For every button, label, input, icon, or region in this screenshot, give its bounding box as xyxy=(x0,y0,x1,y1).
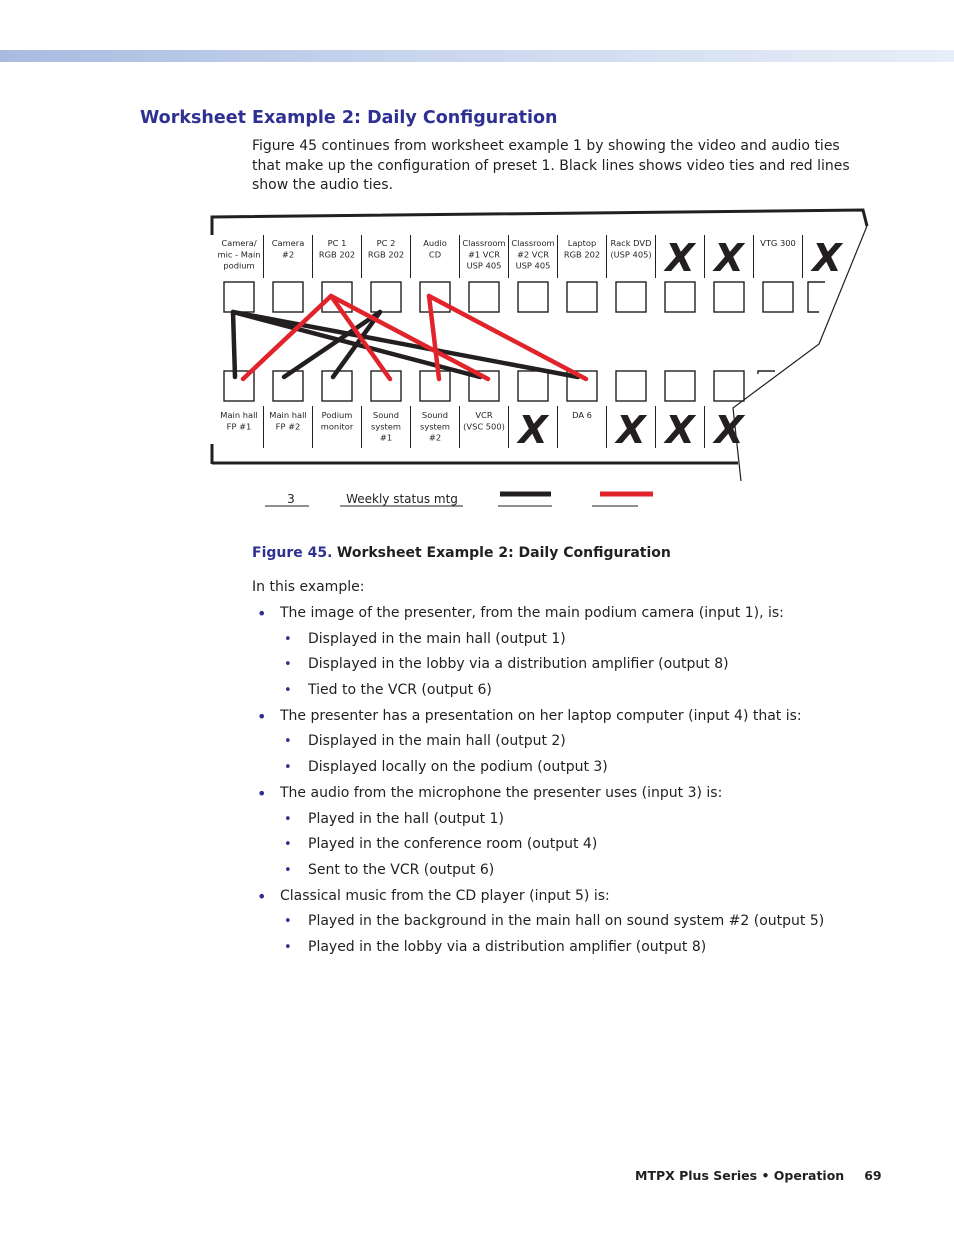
output-label: #2 xyxy=(428,432,442,443)
audio-tie-line xyxy=(429,296,586,379)
sub-bullet-item: • Tied to the VCR (output 6) xyxy=(308,682,492,698)
output-label: #1 xyxy=(379,432,393,443)
page-number: 69 xyxy=(864,1168,882,1183)
preset-name: Weekly status mtg xyxy=(346,492,458,506)
input-box xyxy=(665,282,695,312)
unused-input-x-mark: X xyxy=(665,236,695,280)
bullet-item: • The audio from the microphone the presenter uses (input 3) is: xyxy=(280,785,722,801)
audio-tie-line xyxy=(331,296,488,379)
input-label: Classroom xyxy=(462,238,506,248)
input-label: PC 1 xyxy=(327,238,347,248)
input-label: podium xyxy=(223,260,255,271)
input-label: Rack DVD xyxy=(610,238,652,248)
input-label: #1 VCR xyxy=(467,249,501,260)
video-tie-line xyxy=(233,312,578,377)
input-label: Laptop xyxy=(567,238,597,248)
input-label: #2 xyxy=(281,249,295,260)
input-box-partial xyxy=(808,282,825,312)
input-box xyxy=(763,282,793,312)
output-label: Main hall xyxy=(220,410,258,420)
worksheet-figure xyxy=(205,198,885,528)
input-box xyxy=(469,282,499,312)
output-label: Main hall xyxy=(269,410,307,420)
input-label: Camera xyxy=(271,238,305,248)
section-heading: Worksheet Example 2: Daily Configuration xyxy=(140,108,558,128)
header-bar xyxy=(0,50,954,62)
bullet-item: • The image of the presenter, from the main podium camera (input 1), is: xyxy=(280,605,784,621)
figure-caption xyxy=(252,545,671,561)
input-label: PC 2 xyxy=(376,238,396,248)
output-label: Podium xyxy=(321,410,353,420)
sub-bullet-item: • Sent to the VCR (output 6) xyxy=(308,862,494,878)
audio-tie-line xyxy=(243,296,331,379)
bullet-item: • The presenter has a presentation on her laptop computer (input 4) that is: xyxy=(280,708,802,724)
unused-output-x-mark: X xyxy=(665,408,695,452)
worksheet-diagram xyxy=(205,198,885,528)
sub-bullet-item: • Played in the conference room (output 4) xyxy=(308,836,597,852)
output-box xyxy=(322,371,352,401)
input-box xyxy=(518,282,548,312)
output-box xyxy=(518,371,548,401)
input-label: CD xyxy=(428,249,442,260)
unused-output-x-mark: X xyxy=(616,408,646,452)
page-footer xyxy=(635,1168,882,1183)
output-box xyxy=(714,371,744,401)
input-box xyxy=(371,282,401,312)
output-box xyxy=(616,371,646,401)
input-label: VTG 300 xyxy=(760,238,796,248)
unused-output-x-mark: X xyxy=(518,408,548,452)
output-box xyxy=(665,371,695,401)
sub-bullet-item: • Displayed locally on the podium (output 3) xyxy=(308,759,608,775)
sub-bullet-item: • Displayed in the lobby via a distribution amplifier (output 8) xyxy=(308,656,729,672)
input-label: USP 405 xyxy=(466,260,502,271)
preset-number: 3 xyxy=(287,492,295,506)
frame-top-line xyxy=(212,210,867,235)
output-label: FP #2 xyxy=(275,421,301,432)
footer-text: MTPX Plus Series • Operation xyxy=(635,1168,845,1183)
input-label: mic - Main xyxy=(217,249,261,260)
input-box xyxy=(273,282,303,312)
output-box-partial xyxy=(758,371,775,374)
output-label: (VSC 500) xyxy=(463,421,505,432)
sub-bullet-item: • Displayed in the main hall (output 2) xyxy=(308,733,566,749)
unused-output-x-mark: X xyxy=(714,408,744,452)
figure-title: Worksheet Example 2: Daily Configuration xyxy=(336,545,671,561)
unused-input-x-mark: X xyxy=(714,236,744,280)
input-label: RGB 202 xyxy=(367,249,405,260)
output-label: Sound xyxy=(421,410,449,420)
sub-bullet-item: • Displayed in the main hall (output 1) xyxy=(308,631,566,647)
unused-input-x-mark: X xyxy=(812,236,842,280)
sub-bullet-item: • Played in the lobby via a distribution amplifier (output 8) xyxy=(308,939,706,955)
input-box xyxy=(567,282,597,312)
figure-number: Figure 45. xyxy=(252,545,333,561)
intro-paragraph: Figure 45 continues from worksheet example 1 by showing the video and audio ties that make up the configuration of preset 1. Black lines shows video ties and red lines show the audio ties. xyxy=(252,138,850,193)
video-tie-line xyxy=(233,312,235,377)
output-label: system xyxy=(420,421,450,432)
input-label: RGB 202 xyxy=(318,249,356,260)
input-label: (USP 405) xyxy=(610,249,652,260)
input-label: Audio xyxy=(423,238,447,248)
output-label: Sound xyxy=(372,410,400,420)
sub-bullet-item: • Played in the hall (output 1) xyxy=(308,811,504,827)
input-label: USP 405 xyxy=(515,260,551,271)
bullet-item: • Classical music from the CD player (input 5) is: xyxy=(280,888,610,904)
input-label: #2 VCR xyxy=(516,249,550,260)
lead-text: In this example: xyxy=(252,579,365,595)
output-label: VCR xyxy=(475,410,493,420)
input-box xyxy=(224,282,254,312)
output-label: system xyxy=(371,421,401,432)
output-label: FP #1 xyxy=(226,421,252,432)
sub-bullet-item: • Played in the background in the main hall on sound system #2 (output 5) xyxy=(308,913,824,929)
output-box xyxy=(420,371,450,401)
input-box xyxy=(616,282,646,312)
input-label: RGB 202 xyxy=(563,249,601,260)
input-label: Classroom xyxy=(511,238,555,248)
input-label: Camera/ xyxy=(221,238,257,248)
input-box xyxy=(714,282,744,312)
output-label: monitor xyxy=(320,421,354,432)
output-label: DA 6 xyxy=(572,410,592,420)
video-tie-line xyxy=(333,312,380,377)
